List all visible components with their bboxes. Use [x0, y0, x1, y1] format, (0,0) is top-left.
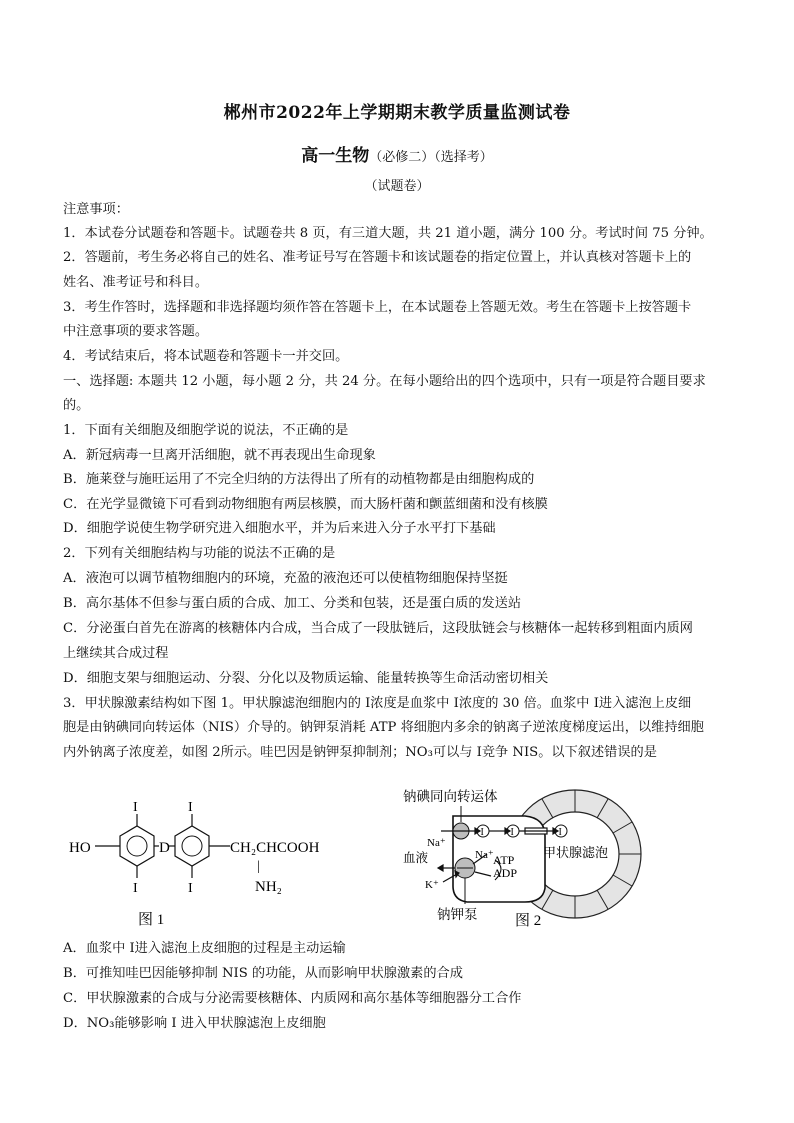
pump-label: 钠钾泵 [437, 907, 478, 922]
follicle-label: 甲状腺滤泡 [543, 845, 609, 860]
blood-label: 血液 [403, 851, 429, 865]
iodine-label: I [188, 800, 193, 815]
question-stem-cont: 内外钠离子浓度差，如图 2所示。哇巴因是钠钾泵抑制剂；NO₃可以与 I竞争 NIS。以下叙述错误的是 [63, 745, 657, 760]
amino-label: NH₂ [255, 879, 282, 895]
sodium-label: Na⁺ [475, 849, 494, 861]
section-heading-cont: 的。 [63, 398, 90, 413]
arrow-head [438, 865, 443, 871]
answer-option: C．甲状腺激素的合成与分泌需要核糖体、内质网和高尔基体等细胞器分工合作 [63, 991, 522, 1006]
notice-item: 1．本试卷分试题卷和答题卡。试题卷共 8 页，有三道大题，共 21 道小题，满分 100 分。考试时间 75 分钟。 [63, 226, 713, 241]
iodide-ion-label: I [480, 827, 484, 838]
iodine-label: I [133, 800, 138, 815]
figure-1-structure [62, 796, 382, 936]
subject-note: （必修二）（选择考） [369, 150, 493, 165]
subject-name: 高一生物 [301, 146, 370, 166]
iodide-ion-label: I [510, 827, 514, 838]
answer-option: B．高尔基体不但参与蛋白质的合成、加工、分类和包装，还是蛋白质的发送站 [63, 596, 522, 611]
answer-option: C．在光学显微镜下可看到动物细胞有两层核膜，而大肠杆菌和颤蓝细菌和没有核膜 [63, 497, 548, 512]
answer-option: A．液泡可以调节植物细胞内的环境，充盈的液泡还可以使植物细胞保持坚挺 [63, 571, 508, 586]
question-stem: 1．下面有关细胞及细胞学说的说法，不正确的是 [63, 423, 349, 438]
exam-subject [0, 141, 794, 166]
aromatic-circle [182, 836, 202, 856]
iodine-label: I [133, 881, 138, 896]
notice-item: 4．考试结束后，将本试题卷和答题卡一并交回。 [63, 349, 349, 364]
linker-label: D [159, 840, 170, 856]
question-stem: 2．下列有关细胞结构与功能的说法不正确的是 [63, 546, 336, 561]
notice-heading: 注意事项： [63, 202, 129, 217]
notice-item: 中注意事项的要求答题。 [63, 324, 209, 339]
booklet-label: （试题卷） [364, 179, 430, 194]
notice-item: 姓名、准考证号和科目。 [63, 275, 209, 290]
answer-option: C．分泌蛋白首先在游离的核糖体内合成，当合成了一段肽链后，这段肽链会与核糖体一起转移到粗面内质网 [63, 621, 693, 636]
potassium-label: K⁺ [425, 879, 439, 891]
figure-2-transport [395, 776, 655, 936]
answer-option: B．施莱登与施旺运用了不完全归纳的方法得出了所有的动植物都是由细胞构成的 [63, 472, 535, 487]
figure-1-caption: 图 1 [138, 912, 165, 928]
adp-label: ADP [493, 866, 518, 880]
answer-option: A．血浆中 I进入滤泡上皮细胞的过程是主动运输 [63, 941, 346, 956]
exam-title: 郴州市2022年上学期期末教学质量监测试卷 [223, 103, 571, 123]
answer-option: A．新冠病毒一旦离开活细胞，就不再表现出生命现象 [63, 448, 376, 463]
side-chain-bond: | [257, 859, 260, 874]
notice-item: 2．答题前，考生务必将自己的姓名、准考证号写在答题卡和该试题卷的指定位置上，并认真核对答题卡上的 [63, 250, 692, 265]
answer-option-cont: 上继续其合成过程 [63, 646, 169, 661]
benzene-ring [175, 826, 209, 866]
notice-item: 3．考生作答时，选择题和非选择题均须作答在答题卡上，在本试题卷上答题无效。考生在答题卡上按答题卡 [63, 300, 692, 315]
iodide-ion-label: I [558, 827, 562, 838]
answer-option: D．NO₃能够影响 I 进入甲状腺滤泡上皮细胞 [63, 1016, 326, 1031]
aromatic-circle [127, 836, 147, 856]
figure-2-caption: 图 2 [515, 913, 542, 929]
hydroxyl-label: HO [69, 840, 91, 856]
benzene-ring [120, 826, 154, 866]
nis-label: 钠碘同向转运体 [403, 789, 498, 804]
answer-option: D．细胞学说使生物学研究进入细胞水平，并为后来进入分子水平打下基础 [63, 521, 496, 536]
iodine-label: I [188, 881, 193, 896]
atp-label: ATP [493, 853, 515, 867]
sodium-label: Na⁺ [427, 837, 446, 849]
question-stem-cont: 胞是由钠碘同向转运体（NIS）介导的。钠钾泵消耗 ATP 将细胞内多余的钠离子逆浓度梯度运出，以维持细胞 [63, 720, 704, 735]
side-chain-label: CH₂CHCOOH [230, 840, 320, 856]
section-heading: 一、选择题: 本题共 12 小题，每小题 2 分，共 24 分。在每小题给出的四个选项中，只有一项是符合题目要求 [63, 374, 706, 389]
answer-option: B．可推知哇巴因能够抑制 NIS 的功能，从而影响甲状腺激素的合成 [63, 966, 463, 981]
answer-option: D．细胞支架与细胞运动、分裂、分化以及物质运输、能量转换等生命活动密切相关 [63, 671, 549, 686]
question-stem: 3．甲状腺激素结构如下图 1。甲状腺滤泡细胞内的 I浓度是血浆中 I浓度的 30 倍。血浆中 I进入滤泡上皮细 [63, 696, 692, 711]
